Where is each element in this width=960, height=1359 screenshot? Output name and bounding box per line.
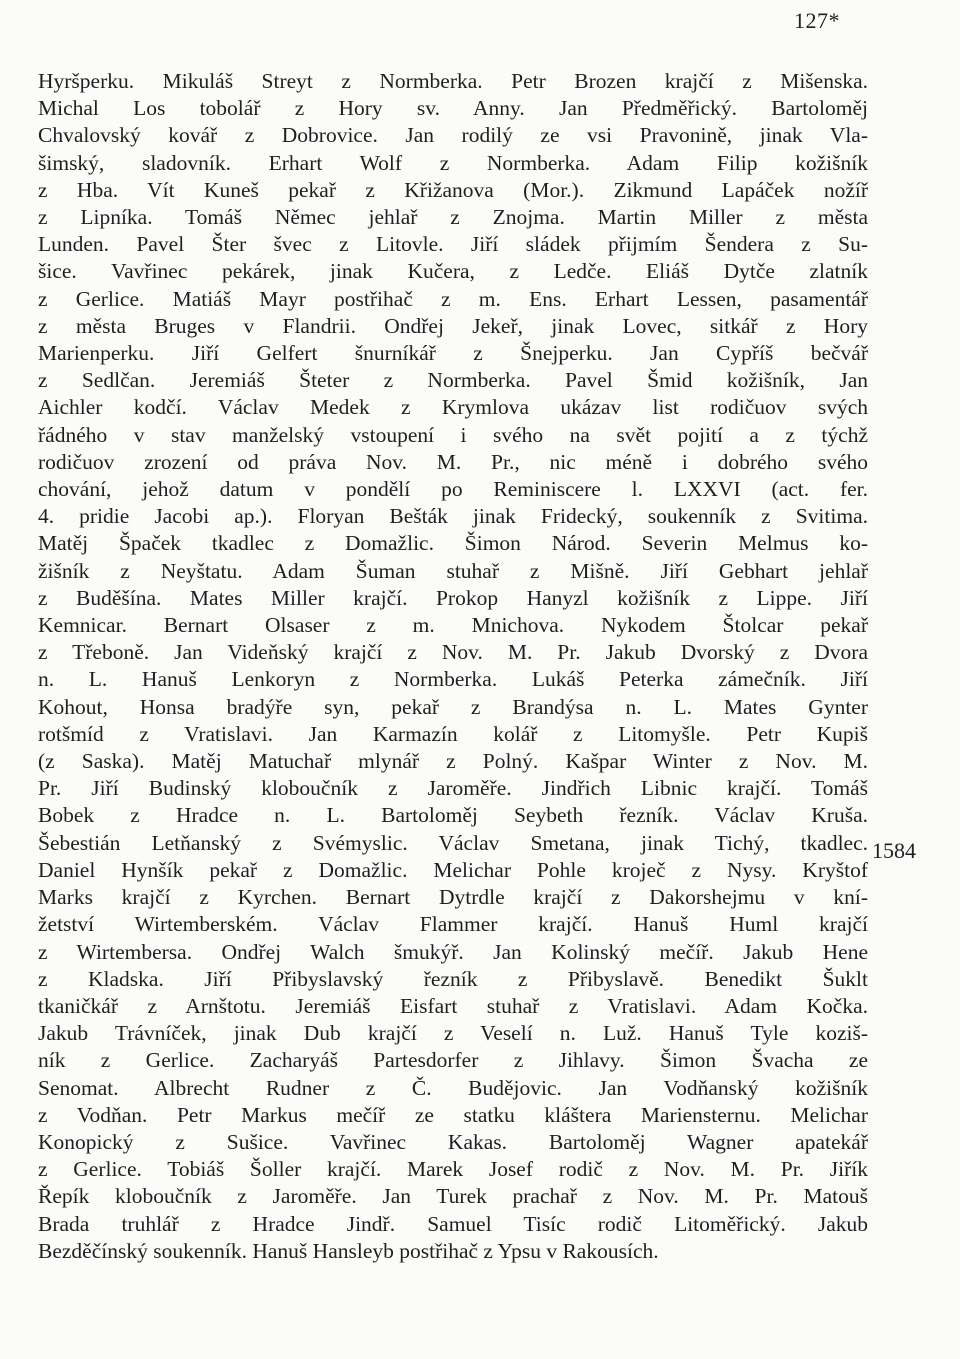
text-line: Kemnicar. Bernart Olsaser z m. Mnichova. Nykodem Štolcar pekař (38, 613, 868, 638)
margin-year: 1584 (872, 838, 916, 863)
text-line: z Sedlčan. Jeremiáš Šteter z Normberka. Pavel Šmid kožišník, Jan (38, 368, 868, 393)
page-number: 127* (794, 8, 840, 33)
text-line: Matěj Špaček tkadlec z Domažlic. Šimon Národ. Severin Melmus ko- (38, 531, 868, 556)
text-line: Bobek z Hradce n. L. Bartoloměj Seybeth řezník. Václav Kruša. (38, 803, 868, 828)
text-line: z města Bruges v Flandrii. Ondřej Jekeř, jinak Lovec, sitkář z Hory (38, 313, 868, 338)
text-line: Kohout, Honsa bradýře syn, pekař z Brandýsa n. L. Mates Gynter (38, 694, 868, 719)
text-line: Aichler kodčí. Václav Medek z Krymlova ukázav list rodičuov svých (38, 395, 868, 420)
body-text (38, 68, 868, 1265)
text-line: Daniel Hynšík pekař z Domažlic. Melichar Pohle kroječ z Nysy. Kryštof (38, 857, 868, 882)
text-line: šice. Vavřinec pekárek, jinak Kučera, z Ledče. Eliáš Dytče zlatník (38, 259, 868, 284)
text-line: tkaničkář z Arnštotu. Jeremiáš Eisfart stuhař z Vratislavi. Adam Kočka. (38, 993, 868, 1018)
text-line: řádného v stav manželský vstoupení i svého na svět pojití a z týchž (38, 422, 868, 447)
text-line: Brada truhlář z Hradce Jindř. Samuel Tisíc rodič Litoměřický. Jakub (38, 1211, 868, 1236)
text-line: Senomat. Albrecht Rudner z Č. Budějovic. Jan Vodňanský kožišník (38, 1075, 868, 1100)
text-line: (z Saska). Matěj Matuchař mlynář z Polný. Kašpar Winter z Nov. M. (38, 749, 868, 774)
text-line: 4. pridie Jacobi ap.). Floryan Bešták jinak Fridecký, soukenník z Svitima. (38, 504, 868, 529)
text-line: Chvalovský kovář z Dobrovice. Jan rodilý ze vsi Pravonině, jinak Vla- (38, 123, 868, 148)
text-line: rodičuov zrození od práva Nov. M. Pr., nic méně i dobrého svého (38, 449, 868, 474)
text-line: z Gerlice. Matiáš Mayr postřihač z m. Ens. Erhart Lessen, pasamentář (38, 286, 868, 311)
text-line: šimský, sladovník. Erhart Wolf z Normberka. Adam Filip kožišník (38, 150, 868, 175)
text-line: Konopický z Sušice. Vavřinec Kakas. Bartoloměj Wagner apatekář (38, 1129, 868, 1154)
text-line: žišník z Neyštatu. Adam Šuman stuhař z Mišně. Jiří Gebhart jehlař (38, 558, 868, 583)
text-line: z Buděšína. Mates Miller krajčí. Prokop Hanyzl kožišník z Lippe. Jiří (38, 585, 868, 610)
text-line: z Hba. Vít Kuneš pekař z Křižanova (Mor.). Zikmund Lapáček nožíř (38, 177, 868, 202)
text-line: n. L. Hanuš Lenkoryn z Normberka. Lukáš Peterka zámečník. Jiří (38, 667, 868, 692)
text-line: rotšmíd z Vratislavi. Jan Karmazín kolář z Litomyšle. Petr Kupiš (38, 721, 868, 746)
text-line: z Třeboně. Jan Videňský krajčí z Nov. M. Pr. Jakub Dvorský z Dvora (38, 640, 868, 665)
text-line: chování, jehož datum v pondělí po Reminiscere l. LXXVI (act. fer. (38, 477, 868, 502)
text-line: ník z Gerlice. Zacharyáš Partesdorfer z Jihlavy. Šimon Švacha ze (38, 1048, 868, 1073)
text-line: z Kladska. Jiří Přibyslavský řezník z Přibyslavě. Benedikt Šuklt (38, 966, 868, 991)
text-line: Marienperku. Jiří Gelfert šnurníkář z Šnejperku. Jan Cypříš bečvář (38, 341, 868, 366)
text-line: Marks krajčí z Kyrchen. Bernart Dytrdle krajčí z Dakorshejmu v kní- (38, 885, 868, 910)
text-line: Hyršperku. Mikuláš Streyt z Normberka. Petr Brozen krajčí z Mišenska. (38, 69, 868, 93)
text-line: z Lipníka. Tomáš Němec jehlař z Znojma. Martin Miller z města (38, 205, 868, 230)
text-line: Jakub Trávníček, jinak Dub krajčí z Veselí n. Luž. Hanuš Tyle koziš- (38, 1021, 868, 1046)
text-line: z Vodňan. Petr Markus mečíř ze statku kláštera Mariensternu. Melichar (38, 1102, 868, 1127)
text-line: Řepík kloboučník z Jaroměře. Jan Turek prachař z Nov. M. Pr. Matouš (38, 1184, 868, 1209)
text-line: Pr. Jiří Budinský kloboučník z Jaroměře. Jindřich Libnic krajčí. Tomáš (38, 776, 868, 801)
text-line: Bezděčínský soukenník. Hanuš Hansleyb postřihač z Ypsu v Rakousích. (38, 1238, 659, 1263)
text-line: z Wirtembersa. Ondřej Walch šmukýř. Jan Kolinský mečíř. Jakub Hene (38, 939, 868, 964)
text-line: žetství Wirtemberském. Václav Flammer krajčí. Hanuš Huml krajčí (38, 912, 868, 937)
text-line: Šebestián Letňanský z Svémyslic. Václav Smetana, jinak Tichý, tkadlec. (38, 830, 868, 855)
text-line: z Gerlice. Tobiáš Šoller krajčí. Marek Josef rodič z Nov. M. Pr. Jiřík (38, 1157, 868, 1182)
text-line: Michal Los tobolář z Hory sv. Anny. Jan Předměřický. Bartoloměj (38, 96, 868, 121)
text-line: Lunden. Pavel Šter švec z Litovle. Jiří sládek přijmím Šendera z Su- (38, 232, 868, 257)
